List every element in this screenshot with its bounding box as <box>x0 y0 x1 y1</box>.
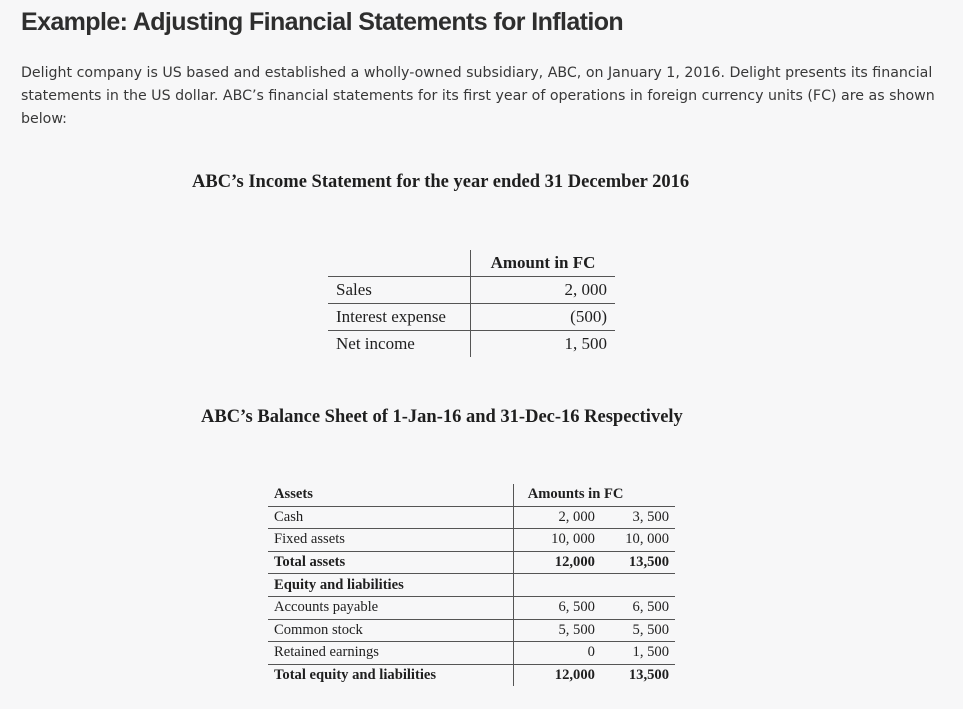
value-jan: 10, 000 <box>513 529 602 552</box>
table-row <box>268 551 675 574</box>
row-value: (500) <box>471 304 616 331</box>
column-header: Amounts in FC <box>527 486 624 503</box>
column-header: Amount in FC <box>490 253 596 272</box>
table-header-row <box>328 250 615 277</box>
value-jan: 6, 500 <box>513 596 602 619</box>
table-row <box>268 529 675 552</box>
table-row <box>268 664 675 686</box>
value-dec: 13,500 <box>602 664 675 686</box>
value-jan <box>513 574 602 597</box>
table-row <box>268 619 675 642</box>
value-dec: 1, 500 <box>602 642 675 665</box>
row-label: Total equity and liabilities <box>268 664 513 686</box>
header-empty-cell <box>328 250 471 277</box>
value-jan: 12,000 <box>513 664 602 686</box>
table-row <box>268 642 675 665</box>
value-dec: 10, 000 <box>602 529 675 552</box>
value-dec: 6, 500 <box>602 596 675 619</box>
balance-sheet-table <box>268 484 675 686</box>
value-dec: 13,500 <box>602 551 675 574</box>
value-jan: 0 <box>513 642 602 665</box>
row-value: 2, 000 <box>471 277 616 304</box>
value-dec: 5, 500 <box>602 619 675 642</box>
value-jan: 5, 500 <box>513 619 602 642</box>
table-row <box>328 304 615 331</box>
row-label: Net income <box>328 331 471 358</box>
row-label: Common stock <box>268 619 513 642</box>
value-jan: 12,000 <box>513 551 602 574</box>
table-row <box>268 506 675 529</box>
page-title: Example: Adjusting Financial Statements for Inflation <box>21 8 624 36</box>
value-dec: 3, 500 <box>602 506 675 529</box>
row-label: Sales <box>328 277 471 304</box>
table-header-row <box>268 484 675 506</box>
row-label: Accounts payable <box>268 596 513 619</box>
row-label: Equity and liabilities <box>268 574 513 597</box>
row-label: Interest expense <box>328 304 471 331</box>
value-dec <box>602 574 675 597</box>
balance-sheet-caption: ABC’s Balance Sheet of 1-Jan-16 and 31-Dec-16 Respectively <box>201 407 683 427</box>
value-jan: 2, 000 <box>513 506 602 529</box>
table-row <box>328 277 615 304</box>
assets-header: Assets <box>268 484 513 506</box>
row-label: Retained earnings <box>268 642 513 665</box>
income-statement-table <box>328 250 615 357</box>
table-row <box>328 331 615 358</box>
intro-paragraph: Delight company is US based and established a wholly-owned subsidiary, ABC, on January 1, 2016. Delight presents its financial statements in the US dollar. ABC’s financial statements for its first year of operations in foreign currency units (FC) are as shown below: <box>21 65 935 127</box>
table-row <box>268 574 675 597</box>
row-label: Fixed assets <box>268 529 513 552</box>
row-label: Total assets <box>268 551 513 574</box>
row-value: 1, 500 <box>471 331 616 358</box>
row-label: Cash <box>268 506 513 529</box>
income-statement-caption: ABC’s Income Statement for the year ended 31 December 2016 <box>192 172 690 192</box>
table-row <box>268 596 675 619</box>
